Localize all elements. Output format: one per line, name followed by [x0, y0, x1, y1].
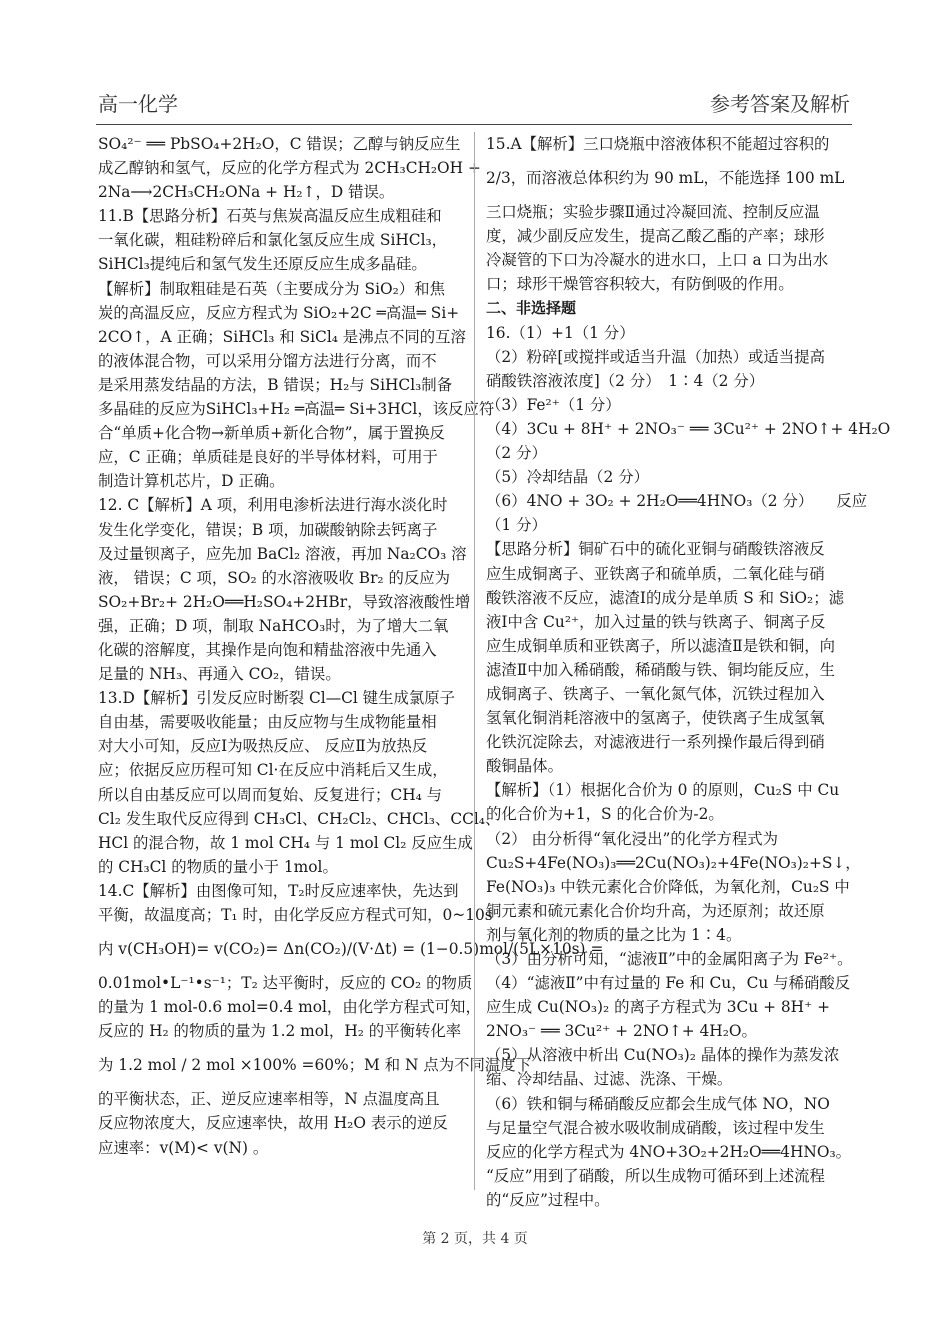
- text-line: 16.（1）+1（1 分）: [486, 323, 635, 342]
- text-line: 液Ⅰ中含 Cu²⁺，加入过量的铁与铁离子、铜离子反: [486, 612, 826, 631]
- text-line: HCl 的混合物，故 1 mol CH₄ 与 1 mol Cl₂ 反应生成: [98, 833, 473, 852]
- text-line: 酸铜晶体。: [486, 757, 563, 776]
- text-line: 及过量钡离子，应先加 BaCl₂ 溶液，再加 Na₂CO₃ 溶: [98, 544, 467, 563]
- text-line: 氢氧化铜消耗溶液中的氢离子，使铁离子生成氢氧: [486, 709, 825, 728]
- text-line: （2 分）: [486, 444, 547, 463]
- text-line: （3）由分析可知，“滤液Ⅱ”中的金属阳离子为 Fe²⁺。: [486, 950, 853, 968]
- text-line: 二、非选择题: [486, 299, 577, 318]
- text-line: 发生化学变化，错误；B 项，加碳酸钠除去钙离子: [98, 520, 438, 539]
- text-line: （4）“滤液Ⅱ”中有过量的 Fe 和 Cu，Cu 与稀硝酸反: [486, 974, 851, 993]
- subject-title: 高一化学: [98, 92, 178, 116]
- right-column: [486, 132, 891, 1212]
- text-line: 反应的化学方程式为 4NO+3O₂+2H₂O══4HNO₃。: [486, 1142, 852, 1161]
- text-line: 【解析】制取粗硅是石英（主要成分为 SiO₂）和焦: [98, 279, 445, 298]
- text-line: 平衡，故温度高；T₁ 时，由化学反应方程式可知，0~10s: [98, 906, 493, 924]
- text-line: 13.D【解析】引发反应时断裂 Cl—Cl 键生成氯原子: [98, 689, 456, 708]
- text-line: 成乙醇钠和氢气，反应的化学方程式为 2CH₃CH₂OH +: [98, 159, 481, 178]
- text-line: 冷凝管的下口为冷凝水的进水口，上口 a 口为出水: [486, 251, 829, 270]
- text-line: （6）铁和铜与稀硝酸反应都会生成气体 NO，NO: [486, 1094, 830, 1113]
- text-line: （2） 由分析得“氧化浸出”的化学方程式为: [486, 829, 779, 848]
- text-line: 度，减少副反应发生，提高乙酸乙酯的产率；球形: [486, 227, 825, 246]
- text-line: SO₂+Br₂+ 2H₂O══H₂SO₄+2HBr，导致溶液酸性增: [98, 592, 471, 611]
- text-line: （6）4NO + 3O₂ + 2H₂O══4HNO₃（2 分） 反应: [486, 492, 868, 511]
- page-number: 第 2 页，共 4 页: [422, 1231, 528, 1247]
- text-line: 的平衡状态，正、逆反应速率相等，N 点温度高且: [98, 1090, 440, 1109]
- text-line: 酸铁溶液不反应，滤渣Ⅰ的成分是单质 S 和 SiO₂；滤: [486, 588, 844, 607]
- text-line: 合“单质+化合物→新单质+新化合物”，属于置换反: [98, 424, 445, 443]
- text-line: 的化合价为+1，S 的化合价为-2。: [486, 805, 724, 824]
- text-line: 强，正确；D 项，制取 NaHCO₃时，为了增大二氧: [98, 616, 449, 635]
- text-line: 应生成铜单质和亚铁离子，所以滤渣Ⅱ是铁和铜，向: [486, 636, 836, 655]
- text-line: 铜元素和硫元素化合价均升高，为还原剂；故还原: [486, 901, 825, 920]
- text-line: 0.01mol•L⁻¹•s⁻¹；T₂ 达平衡时，反应的 CO₂ 的物质: [98, 974, 473, 993]
- text-line: 与足量空气混合被水吸收制成硝酸，该过程中发生: [486, 1118, 825, 1137]
- text-line: 足量的 NH₃、再通入 CO₂，错误。: [98, 665, 341, 684]
- text-line: （2）粉碎[或搅拌或适当升温（加热）或适当提高: [486, 347, 825, 366]
- text-line: 内 v(CH₃OH)= v(CO₂)= Δn(CO₂)/(V·Δt) = (1−0.5)mol/(5L×10s) =: [98, 940, 604, 959]
- text-line: 所以自由基反应可以周而复始、反复进行；CH₄ 与: [98, 785, 443, 804]
- text-line: （1 分）: [486, 516, 547, 535]
- text-line: 化铁沉淀除去，对滤液进行一系列操作最后得到硝: [486, 733, 825, 752]
- text-line: 制造计算机芯片，D 正确。: [98, 472, 285, 491]
- text-line: 15.A【解析】三口烧瓶中溶液体积不能超过容积的: [486, 135, 830, 153]
- text-line: 口；球形干燥管容积较大，有防倒吸的作用。: [486, 275, 794, 294]
- text-line: 【思路分析】铜矿石中的硫化亚铜与硝酸铁溶液反: [486, 540, 825, 559]
- text-line: 反应物浓度大，反应速率快，故用 H₂O 表示的逆反: [98, 1114, 448, 1133]
- text-line: 的 CH₃Cl 的物质的量小于 1mol。: [98, 857, 338, 876]
- text-line: 2NO₃⁻ ══ 3Cu²⁺ + 2NO↑+ 4H₂O。: [486, 1022, 757, 1041]
- text-line: 化碳的溶解度，其操作是向饱和精盐溶液中先通入: [98, 640, 437, 659]
- text-line: SiHCl₃提纯后和氢气发生还原反应生成多晶硅。: [98, 255, 427, 274]
- text-line: 三口烧瓶；实验步骤Ⅱ通过冷凝回流、控制反应温: [486, 203, 820, 222]
- text-line: Cl₂ 发生取代反应得到 CH₃Cl、CH₂Cl₂、CHCl₃、CCl₄、: [98, 809, 501, 828]
- text-line: 成铜离子、铁离子、一氧化氮气体，沉铁过程加入: [486, 684, 825, 703]
- text-line: SO₄²⁻ ══ PbSO₄+2H₂O，C 错误；乙醇与钠反应生: [98, 135, 461, 153]
- text-line: 的液体混合物，可以采用分馏方法进行分离，而不: [98, 351, 437, 370]
- text-line: 应生成铜离子、亚铁离子和硫单质，二氧化硅与硝: [486, 564, 825, 583]
- text-line: Fe(NO₃)₃ 中铁元素化合价降低，为氧化剂，Cu₂S 中: [486, 877, 850, 896]
- text-line: （5）从溶液中析出 Cu(NO₃)₂ 晶体的操作为蒸发浓: [486, 1046, 840, 1065]
- text-line: 一氧化碳，粗硅粉碎后和氯化氢反应生成 SiHCl₃，: [98, 231, 448, 250]
- text-line: “反应”用到了硝酸，所以生成物可循环到上述流程: [486, 1166, 825, 1185]
- text-line: 缩、冷却结晶、过滤、洗涤、干燥。: [486, 1070, 733, 1089]
- text-line: 对大小可知，反应Ⅰ为吸热反应、 反应Ⅱ为放热反: [98, 737, 428, 756]
- text-line: 硝酸铁溶液浓度]（2 分） 1∶4（2 分）: [486, 371, 765, 390]
- text-line: 炭的高温反应，反应方程式为 SiO₂+2C ═高温═ Si+: [98, 303, 460, 322]
- text-line: 是采用蒸发结晶的方法，B 错误；H₂与 SiHCl₃制备: [98, 375, 453, 394]
- text-line: 14.C【解析】由图像可知，T₂时反应速率快，先达到: [98, 881, 459, 900]
- text-line: Cu₂S+4Fe(NO₃)₃══2Cu(NO₃)₂+4Fe(NO₃)₂+S↓，: [486, 853, 861, 872]
- text-line: 【解析】（1）根据化合价为 0 的原则，Cu₂S 中 Cu: [486, 781, 840, 800]
- section-title: 参考答案及解析: [710, 92, 850, 116]
- text-line: 的“反应”过程中。: [486, 1190, 610, 1209]
- text-line: （5）冷却结晶（2 分）: [486, 468, 649, 487]
- text-line: 应，C 正确；单质硅是良好的半导体材料，可用于: [98, 448, 438, 467]
- text-line: 应；依据反应历程可知 Cl·在反应中消耗后又生成，: [98, 761, 448, 780]
- text-line: 11.B【思路分析】石英与焦炭高温反应生成粗硅和: [98, 207, 442, 226]
- text-line: （3）Fe²⁺（1 分）: [486, 395, 621, 414]
- text-line: 的量为 1 mol-0.6 mol=0.4 mol，由化学方程式可知，: [98, 998, 481, 1017]
- text-line: 2/3，而溶液总体积约为 90 mL，不能选择 100 mL: [486, 169, 845, 188]
- text-line: （4）3Cu + 8H⁺ + 2NO₃⁻ ══ 3Cu²⁺ + 2NO↑+ 4H₂O: [486, 419, 891, 438]
- text-line: 2CO↑，A 正确；SiHCl₃ 和 SiCl₄ 是沸点不同的互溶: [98, 327, 466, 346]
- text-line: 为 1.2 mol / 2 mol ×100% =60%；M 和 N 点为不同温度下: [98, 1056, 532, 1075]
- column-divider: [474, 132, 475, 1190]
- text-line: 2Na⟶2CH₃CH₂ONa + H₂↑，D 错误。: [98, 183, 395, 202]
- text-line: 应生成 Cu(NO₃)₂ 的离子方程式为 3Cu + 8H⁺ +: [486, 998, 830, 1017]
- text-line: 应速率：v(M)< v(N) 。: [98, 1138, 269, 1157]
- text-line: 剂与氧化剂的物质的量之比为 1∶4。: [486, 925, 742, 944]
- text-line: 反应的 H₂ 的物质的量为 1.2 mol，H₂ 的平衡转化率: [98, 1022, 462, 1041]
- text-line: 多晶硅的反应为SiHCl₃+H₂ ═高温═ Si+3HCl，该反应符: [98, 400, 495, 419]
- text-line: 液， 错误；C 项，SO₂ 的水溶液吸收 Br₂ 的反应为: [98, 568, 451, 587]
- text-line: 自由基，需要吸收能量；由反应物与生成物能量相: [98, 713, 437, 732]
- header-divider: [96, 124, 852, 125]
- text-line: 滤渣Ⅱ中加入稀硝酸，稀硝酸与铁、铜均能反应，生: [486, 660, 836, 679]
- text-line: 12. C【解析】A 项，利用电渗析法进行海水淡化时: [98, 496, 448, 515]
